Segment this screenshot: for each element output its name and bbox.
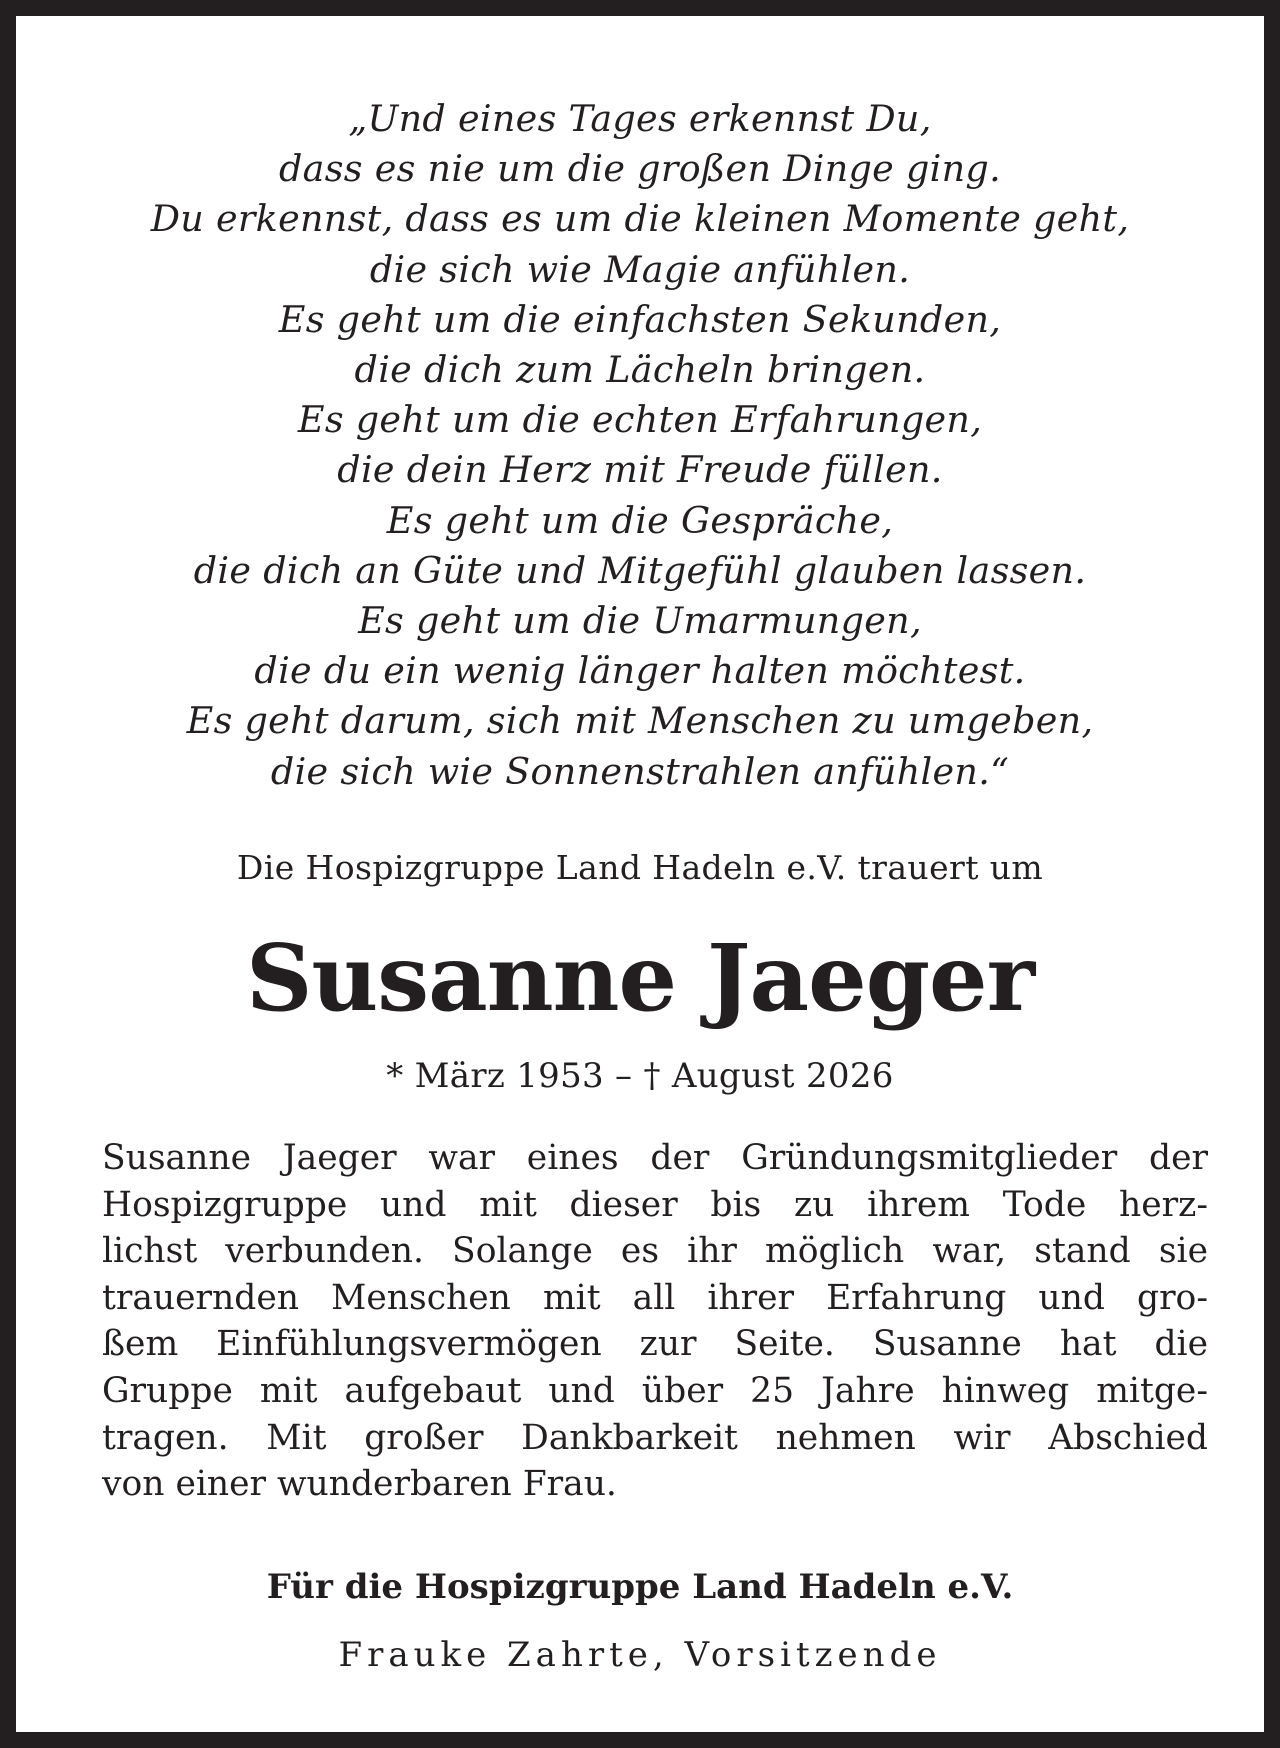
organization-signoff: Für die Hospizgruppe Land Hadeln e.V. — [266, 1567, 1014, 1607]
tribute-line: tragen. Mit großer Dankbarkeit nehmen wir Abschied — [102, 1417, 1208, 1458]
tribute-line: Susanne Jaeger war eines der Gründungsmitglieder der — [102, 1138, 1208, 1178]
signatory: Frauke Zahrte, Vorsitzende — [338, 1635, 942, 1675]
poem-line: die dich zum Lächeln bringen. — [354, 348, 926, 392]
poem-line: Es geht um die echten Erfahrungen, — [297, 398, 983, 442]
poem-line: Es geht um die Gespräche, — [386, 498, 894, 542]
poem-line: Es geht darum, sich mit Menschen zu umgeben, — [186, 699, 1094, 743]
poem-line: die dein Herz mit Freude füllen. — [337, 448, 943, 492]
tribute-line: lichst verbunden. Solange es ihr möglich war, stand sie — [102, 1231, 1208, 1272]
poem-line: Es geht um die einfachsten Sekunden, — [278, 297, 1002, 341]
tribute-line: trauernden Menschen mit all ihrer Erfahrung und gro- — [102, 1277, 1208, 1318]
tribute-line: von einer wunderbaren Frau. — [102, 1464, 617, 1505]
life-dates: * März 1953 – † August 2026 — [386, 1056, 894, 1096]
tribute-line: Hospizgruppe und mit dieser bis zu ihrem Tode herz- — [102, 1184, 1208, 1225]
poem-line: die sich wie Magie anfühlen. — [369, 247, 911, 291]
tribute-text — [102, 1135, 1208, 1508]
poem-line: die dich an Güte und Mitgefühl glauben lassen. — [193, 548, 1087, 592]
poem-line: dass es nie um die großen Dinge ging. — [279, 147, 1001, 191]
mourning-intro: Die Hospizgruppe Land Hadeln e.V. trauert um — [236, 848, 1044, 887]
poem-line: „Und eines Tages erkennst Du, — [348, 97, 932, 140]
deceased-name: Susanne Jaeger — [245, 924, 1035, 1032]
poem-line: die du ein wenig länger halten möchtest. — [254, 649, 1026, 693]
poem-quote — [76, 94, 1204, 797]
tribute-line: ßem Einfühlungsvermögen zur Seite. Susanne hat die — [102, 1324, 1208, 1365]
tribute-line: Gruppe mit aufgebaut und über 25 Jahre hinweg mitge- — [102, 1370, 1208, 1411]
poem-line: Es geht um die Umarmungen, — [358, 599, 922, 643]
poem-line: Du erkennst, dass es um die kleinen Momente geht, — [150, 197, 1130, 241]
poem-line: die sich wie Sonnenstrahlen anfühlen.“ — [270, 749, 1010, 793]
